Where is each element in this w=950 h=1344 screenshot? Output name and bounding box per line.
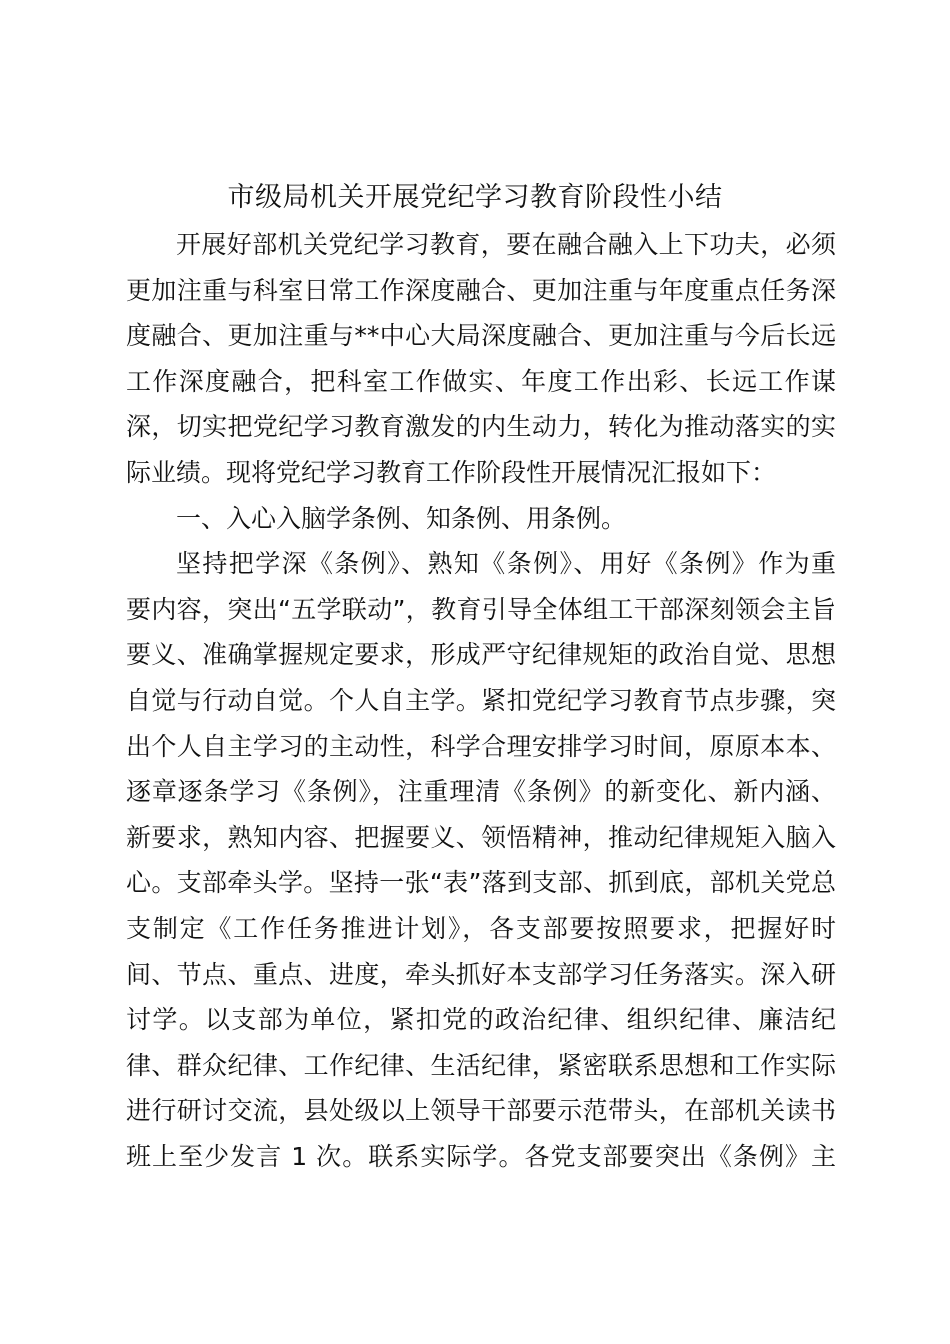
paragraph-line: 自觉与行动自觉。个人自主学。紧扣党纪学习教育节点步骤，突 [126,685,836,715]
paragraph-line: 工作深度融合，把科室工作做实、年度工作出彩、长远工作谋 [126,366,836,396]
paragraph-line: 进行研讨交流，县处级以上领导干部要示范带头，在部机关读书 [126,1096,836,1126]
section-heading: 一、入心入脑学条例、知条例、用条例。 [176,503,627,533]
document-title: 市级局机关开展党纪学习教育阶段性小结 [227,182,723,213]
paragraph-line: 支制定《工作任务推进计划》，各支部要按照要求，把握好时 [126,913,836,943]
paragraph-line: 讨学。以支部为单位，紧扣党的政治纪律、组织纪律、廉洁纪 [126,1005,836,1035]
paragraph-line: 律、群众纪律、工作纪律、生活纪律，紧密联系思想和工作实际 [126,1050,836,1080]
paragraph-line: 度融合、更加注重与**中心大局深度融合、更加注重与今后长远 [126,321,836,351]
paragraph-line: 心。支部牵头学。坚持一张“表”落到支部、抓到底，部机关党总 [126,868,836,898]
document-body [126,222,836,1179]
paragraph-line: 更加注重与科室日常工作深度融合、更加注重与年度重点任务深 [126,275,836,305]
paragraph-line: 逐章逐条学习《条例》，注重理清《条例》的新变化、新内涵、 [126,777,836,807]
paragraph-line: 新要求，熟知内容、把握要义、领悟精神，推动纪律规矩入脑入 [126,822,836,852]
paragraph-line: 际业绩。现将党纪学习教育工作阶段性开展情况汇报如下： [126,457,777,487]
paragraph-line: 班上至少发言 1 次。联系实际学。各党支部要突出《条例》主 [126,1141,836,1171]
paragraph-line: 要义、准确掌握规定要求，形成严守纪律规矩的政治自觉、思想 [126,640,836,670]
paragraph-line: 出个人自主学习的主动性，科学合理安排学习时间，原原本本、 [126,731,836,761]
paragraph-line: 坚持把学深《条例》、熟知《条例》、用好《条例》作为重 [176,549,836,579]
paragraph-line: 间、节点、重点、进度，牵头抓好本支部学习任务落实。深入研 [126,959,836,989]
paragraph-line: 开展好部机关党纪学习教育，要在融合融入上下功夫，必须 [176,230,836,259]
paragraph-line: 深，切实把党纪学习教育激发的内生动力，转化为推动落实的实 [126,412,836,442]
paragraph-line: 要内容，突出“五学联动”，教育引导全体组工干部深刻领会主旨 [126,594,836,624]
